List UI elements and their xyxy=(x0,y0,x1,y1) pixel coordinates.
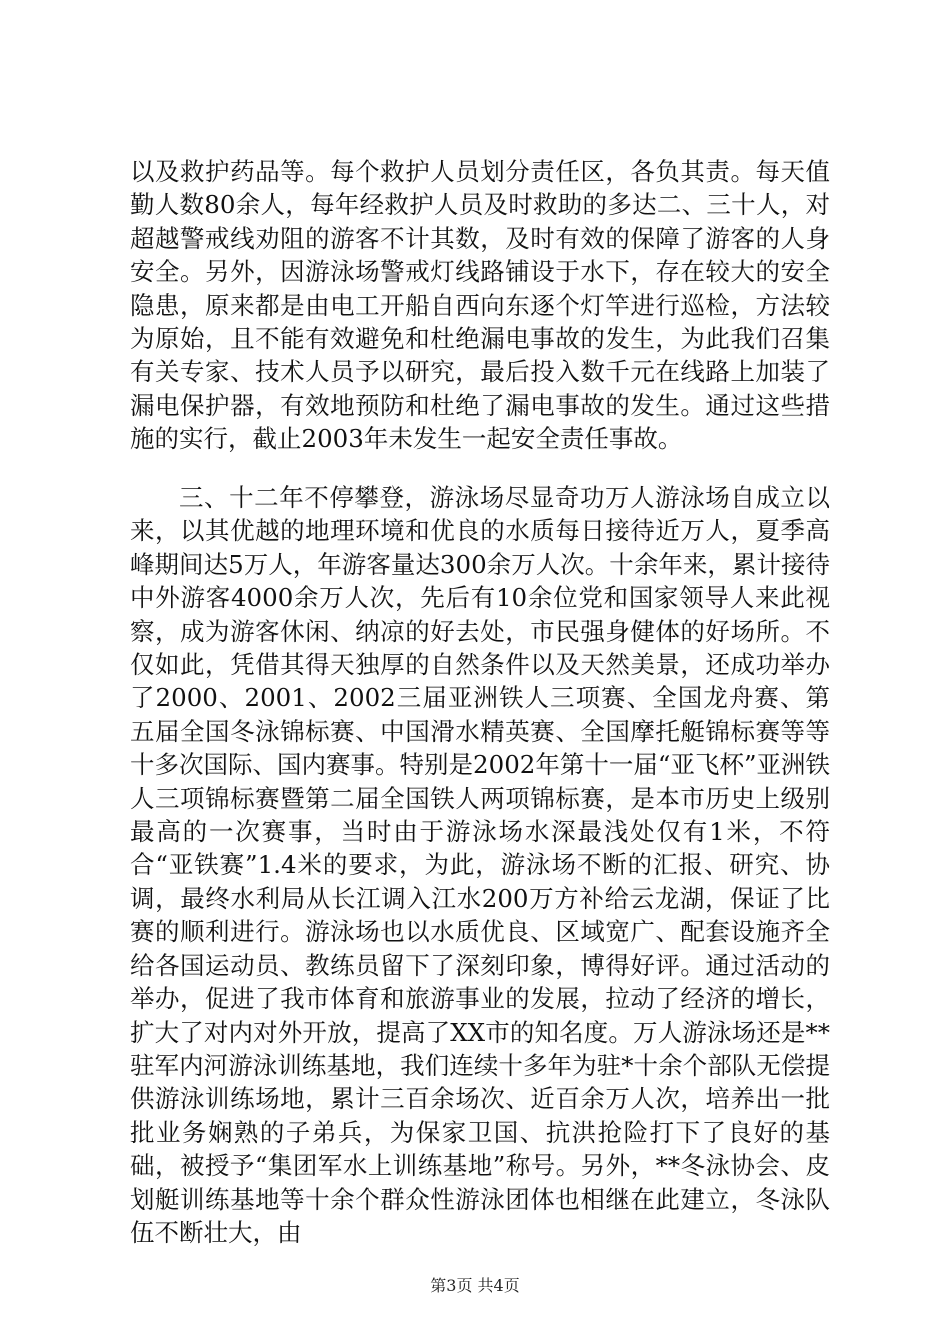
body-paragraph-2: 三、十二年不停攀登，游泳场尽显奇功万人游泳场自成立以来，以其优越的地理环境和优良的水质每日接待近万人，夏季高峰期间达5万人，年游客量达300余万人次。十余年来，累计接待中外游客4000余万人次，先后有10余位党和国家领导人来此视察，成为游客休闲、纳凉的好去处，市民强身健体的好场所。不仅如此，凭借其得天独厚的自然条件以及天然美景，还成功举办了2000、2001、2002三届亚洲铁人三项赛、全国龙舟赛、第五届全国冬泳锦标赛、中国滑水精英赛、全国摩托艇锦标赛等等十多次国际、国内赛事。特别是2002年第十一届“亚飞杯”亚洲铁人三项锦标赛暨第二届全国铁人两项锦标赛，是本市历史上级别最高的一次赛事，当时由于游泳场水深最浅处仅有1米，不符合“亚铁赛”1.4米的要求，为此，游泳场不断的汇报、研究、协调，最终水利局从长江调入江水200万方补给云龙湖，保证了比赛的顺利进行。游泳场也以水质优良、区域宽广、配套设施齐全给各国运动员、教练员留下了深刻印象，博得好评。通过活动的举办，促进了我市体育和旅游事业的发展，拉动了经济的增长，扩大了对内对外开放，提高了XX市的知名度。万人游泳场还是**驻军内河游泳训练基地，我们连续十多年为驻*十余个部队无偿提供游泳训练场地，累计三百余场次、近百余万人次，培养出一批批业务娴熟的子弟兵，为保家卫国、抗洪抢险打下了良好的基础，被授予“集团军水上训练基地”称号。另外，**冬泳协会、皮划艇训练基地等十余个群众性游泳团体也相继在此建立，冬泳队伍不断壮大，由 xyxy=(130,483,830,1247)
page-footer: 第3页 共4页 xyxy=(430,1276,520,1295)
body-paragraph-1: 以及救护药品等。每个救护人员划分责任区，各负其责。每天值勤人数80余人，每年经救护人员及时救助的多达二、三十人，对超越警戒线劝阻的游客不计其数，及时有效的保障了游客的人身安全。另外，因游泳场警戒灯线路铺设于水下，存在较大的安全隐患，原来都是由电工开船自西向东逐个灯竿进行巡检，方法较为原始，且不能有效避免和杜绝漏电事故的发生，为此我们召集有关专家、技术人员予以研究，最后投入数千元在线路上加装了漏电保护器，有效地预防和杜绝了漏电事故的发生。通过这些措施的实行，截止2003年未发生一起安全责任事故。 xyxy=(130,157,830,454)
